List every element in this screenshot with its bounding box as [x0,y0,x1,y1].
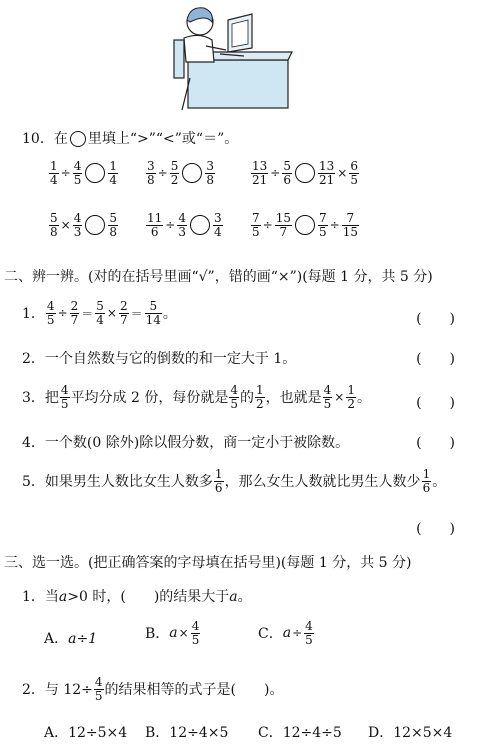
comparison-blank-circle[interactable] [190,215,210,235]
fraction: $\frac{4}{5}$ [94,675,103,703]
s2-item-4: 4．一个数(0 除外)除以假分数，商一定小于被除数。 [22,435,350,451]
fraction: $\frac{4}{5}$ [73,159,82,187]
section2-heading: 二、辨一辨。(对的在括号里画“√”，错的画“×”)(每题 1 分，共 5 分) [4,269,433,285]
q10-expression-2 [145,160,216,186]
fraction: $\frac{1}{6}$ [214,467,223,495]
q2-option-d[interactable]: D．12×5×4 [368,725,453,741]
fraction: $\frac{5}{2}$ [170,159,179,187]
fraction: $\frac{2}{7}$ [70,299,79,327]
fraction: $\frac{1}{4}$ [50,159,58,187]
q10-expression-3 [250,160,360,186]
operator: ÷ [157,166,168,181]
fraction: $\frac{1}{6}$ [422,467,431,495]
fraction: $\frac{7}{5}$ [318,211,327,239]
fraction: $\frac{13}{21}$ [252,159,268,187]
operator: ÷ [262,218,273,233]
answer-paren-3[interactable]: ( ) [416,395,455,411]
q10-expression-4 [48,212,119,238]
fraction: $\frac{6}{5}$ [350,159,358,187]
section3-heading: 三、选一选。(把正确答案的字母填在括号里)(每题 1 分，共 5 分) [4,555,412,571]
boy-at-computer-illustration [160,0,295,112]
comparison-blank-circle[interactable] [85,215,105,235]
s2-item-1: 1． $\frac{4}{5}$ ÷ $\frac{2}{7}$ ＝ $\frac{5}{4}$ × $\frac{2}{7}$ ＝ $\frac{5}{14}$ 。 [22,299,177,327]
fraction: $\frac{4}{3}$ [73,211,82,239]
circle-blank-icon [70,131,86,147]
fraction: $\frac{15}{7}$ [275,211,291,239]
fraction: $\frac{5}{8}$ [50,211,58,239]
fraction: $\frac{13}{21}$ [318,159,335,187]
option-b[interactable]: B． a × $\frac{4}{5}$ [145,619,200,647]
q10-expression-1 [48,160,119,186]
comparison-blank-circle[interactable] [182,163,202,183]
operator: × [60,218,71,233]
s3-question-2: 2．与 12÷ $\frac{4}{5}$ 的结果相等的式子是( )。 [22,675,284,703]
fraction: $\frac{1}{2}$ [347,383,355,411]
operator: ÷ [329,218,340,233]
answer-paren-1[interactable]: ( ) [416,311,455,327]
fraction: $\frac{4}{5}$ [60,383,69,411]
fraction: $\frac{4}{5}$ [46,299,55,327]
fraction: $\frac{3}{4}$ [213,211,222,239]
fraction: $\frac{4}{3}$ [178,211,186,239]
fraction: $\frac{11}{6}$ [147,211,163,239]
fraction: $\frac{4}{5}$ [323,383,332,411]
answer-paren-4[interactable]: ( ) [416,435,455,451]
operator: ÷ [270,166,281,181]
fraction: $\frac{5}{6}$ [283,159,291,187]
fraction: $\frac{7}{5}$ [252,211,260,239]
s2-item-5: 5．如果男生人数比女生人数多 $\frac{1}{6}$ ，那么女生人数就比男生人数少 $\frac{1}{6}$ 。 [22,467,447,495]
q10-heading: 10．在 里填上“>”“<”或“＝”。 [22,131,239,147]
fraction: $\frac{1}{4}$ [109,159,117,187]
s2-item-2: 2．一个自然数与它的倒数的和一定大于 1。 [22,351,297,367]
q10-expression-6 [250,212,360,238]
fraction: $\frac{2}{7}$ [119,299,128,327]
answer-paren-5[interactable]: ( ) [416,521,455,537]
option-a[interactable]: A．a÷1 [44,631,98,647]
fraction: $\frac{3}{8}$ [147,159,155,187]
fraction: $\frac{4}{5}$ [191,619,200,647]
option-c[interactable]: C． a ÷ $\frac{4}{5}$ [258,619,313,647]
operator: × [337,166,348,181]
answer-paren-2[interactable]: ( ) [416,351,455,367]
fraction: $\frac{3}{8}$ [206,159,214,187]
comparison-blank-circle[interactable] [295,215,315,235]
operator: ÷ [60,166,71,181]
comparison-blank-circle[interactable] [85,163,105,183]
operator: ÷ [165,218,176,233]
fraction: $\frac{4}{5}$ [305,619,313,647]
fraction: $\frac{5}{8}$ [109,211,117,239]
fraction: $\frac{5}{4}$ [96,299,104,327]
fraction: $\frac{7}{15}$ [342,211,358,239]
s2-item-3: 3．把 $\frac{4}{5}$ 平均分成 2 份，每份就是 $\frac{4}{5}$ 的 $\frac{1}{2}$ ，也就是 $\frac{4}{5}$ × $\frac{1}{2}$ 。 [22,383,371,411]
q2-option-b[interactable]: B．12÷4×5 [145,725,229,741]
q10-expression-5 [145,212,224,238]
fraction: $\frac{4}{5}$ [230,383,239,411]
s3-question-1: 1．当a>0 时，( )的结果大于a。 [22,589,252,605]
comparison-blank-circle[interactable] [295,163,315,183]
q2-option-a[interactable]: A．12÷5×4 [44,725,128,741]
fraction: $\frac{1}{2}$ [256,383,264,411]
q2-option-c[interactable]: C．12÷4÷5 [258,725,342,741]
fraction: $\frac{5}{14}$ [145,299,161,327]
